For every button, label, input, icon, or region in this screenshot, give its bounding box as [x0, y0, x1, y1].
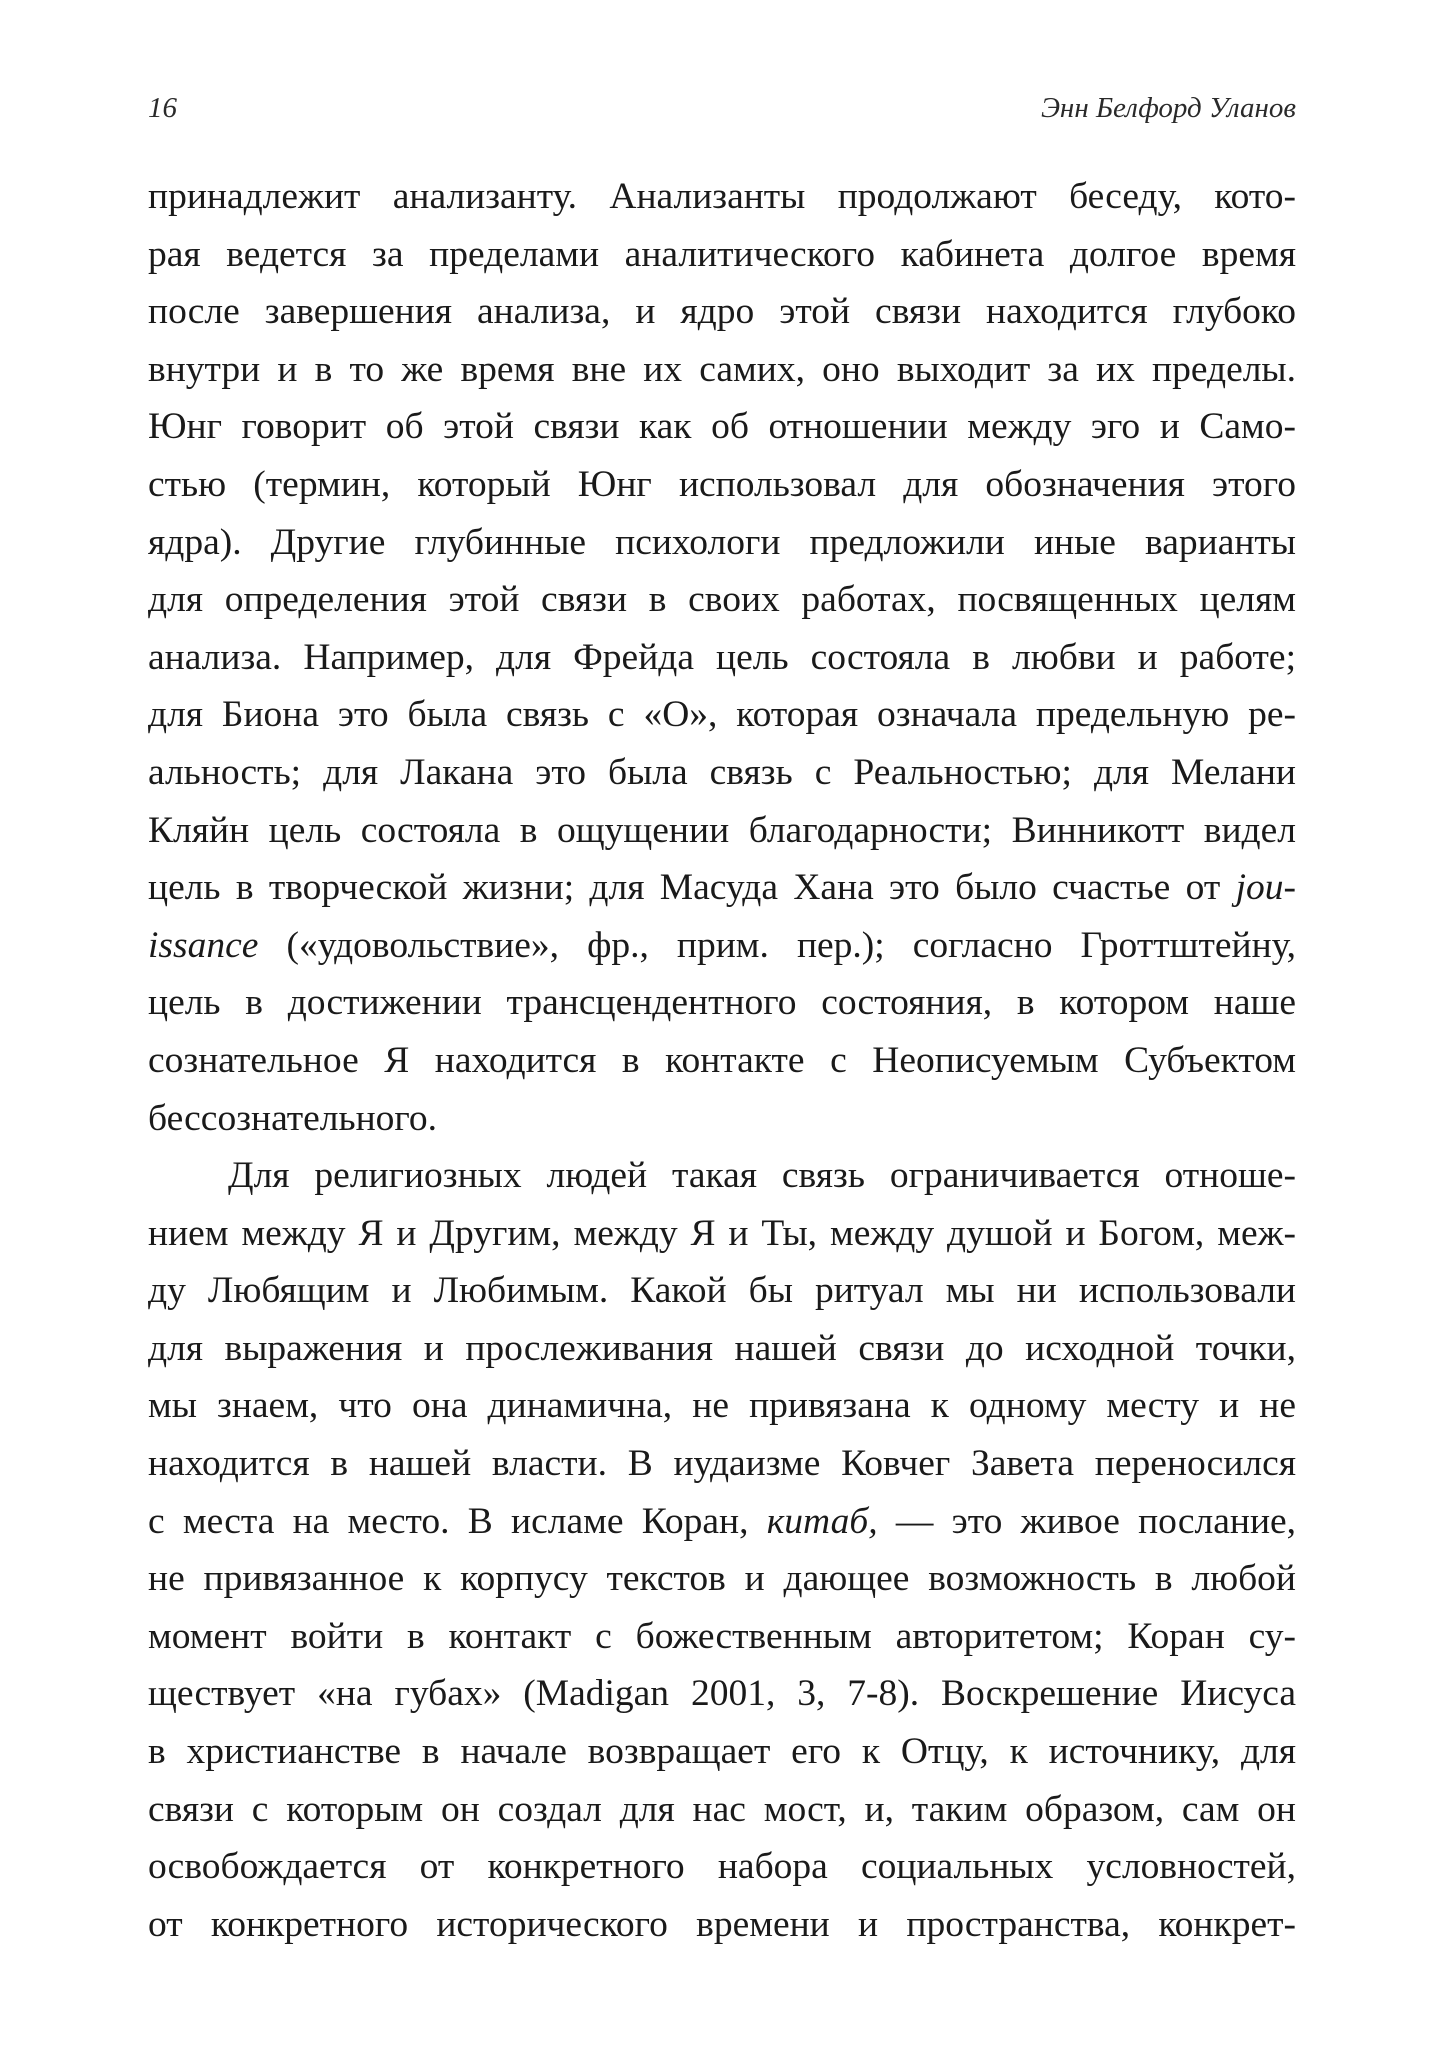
- text-line: освобождается от конкретного набора социальных условностей,: [148, 1846, 1296, 1888]
- text-line-with-italic: [148, 917, 1296, 975]
- text-line: мы знаем, что она динамична, не привязана к одному месту и не: [148, 1385, 1296, 1427]
- text-line-with-italic: [148, 859, 1296, 917]
- text-line: от конкретного исторического времени и пространства, конкрет-: [148, 1903, 1296, 1945]
- text-line: бессознательного.: [148, 1097, 437, 1139]
- text-line: сознательное Я находится в контакте с Неописуемым Субъектом: [148, 1039, 1296, 1081]
- text-line: рая ведется за пределами аналитического кабинета долгое время: [148, 233, 1296, 275]
- text-line: нием между Я и Другим, между Я и Ты, между душой и Богом, меж-: [148, 1212, 1296, 1254]
- text-line-with-italic: [148, 1493, 1296, 1551]
- text-line: цель в достижении трансцендентного состояния, в котором наше: [148, 982, 1296, 1024]
- text-line: для определения этой связи в своих работах, посвященных целям: [148, 579, 1296, 621]
- text-line: альность; для Лакана это была связь с Реальностью; для Мелани: [148, 751, 1296, 793]
- text-line: в христианстве в начале возвращает его к Отцу, к источнику, для: [148, 1731, 1296, 1773]
- text-segment: с места на место. В исламе Коран,: [148, 1500, 749, 1542]
- page-header: [148, 92, 1296, 132]
- text-segment: цель в творческой жизни; для Масуда Хана это было счастье от: [148, 867, 1221, 909]
- text-segment: («удовольствие», фр., прим. пер.); согласно Гроттштейну,: [286, 924, 1297, 966]
- text-line: Кляйн цель состояла в ощущении благодарности; Винникотт видел: [148, 809, 1296, 851]
- text-line: Юнг говорит об этой связи как об отношении между эго и Само-: [148, 406, 1296, 448]
- body-text: [148, 168, 1296, 1953]
- text-line: стью (термин, который Юнг использовал для обозначения этого: [148, 463, 1296, 505]
- text-line: после завершения анализа, и ядро этой связи находится глубоко: [148, 291, 1296, 333]
- text-line: внутри и в то же время вне их самих, оно выходит за их пределы.: [148, 348, 1296, 390]
- running-head-author: Энн Белфорд Уланов: [1040, 92, 1296, 124]
- text-line: ществует «на губах» (Madigan 2001, 3, 7-8). Воскрешение Иисуса: [148, 1673, 1296, 1715]
- italic-term: jou-: [1235, 867, 1297, 909]
- text-line: принадлежит анализанту. Анализанты продолжают беседу, кото-: [148, 176, 1296, 217]
- text-line: для Биона это была связь с «О», которая означала предельную ре-: [148, 694, 1296, 736]
- text-line: ядра). Другие глубинные психологи предложили иные варианты: [148, 521, 1296, 563]
- text-line: момент войти в контакт с божественным авторитетом; Коран су-: [148, 1615, 1296, 1657]
- italic-term: китаб,: [766, 1500, 878, 1542]
- text-line: находится в нашей власти. В иудаизме Ковчег Завета переносился: [148, 1443, 1296, 1485]
- text-segment: — это живое послание,: [895, 1500, 1297, 1542]
- page-number: 16: [148, 92, 177, 124]
- text-line: не привязанное к корпусу текстов и дающее возможность в любой: [148, 1558, 1296, 1600]
- text-line: Для религиозных людей такая связь ограничивается отноше-: [228, 1155, 1296, 1197]
- text-line: связи с которым он создал для нас мост, и, таким образом, сам он: [148, 1788, 1296, 1830]
- text-line: для выражения и прослеживания нашей связи до исходной точки,: [148, 1327, 1296, 1369]
- italic-term: issance: [148, 924, 259, 966]
- text-line: анализа. Например, для Фрейда цель состояла в любви и работе;: [148, 636, 1296, 678]
- text-line: ду Любящим и Любимым. Какой бы ритуал мы ни использовали: [148, 1270, 1296, 1312]
